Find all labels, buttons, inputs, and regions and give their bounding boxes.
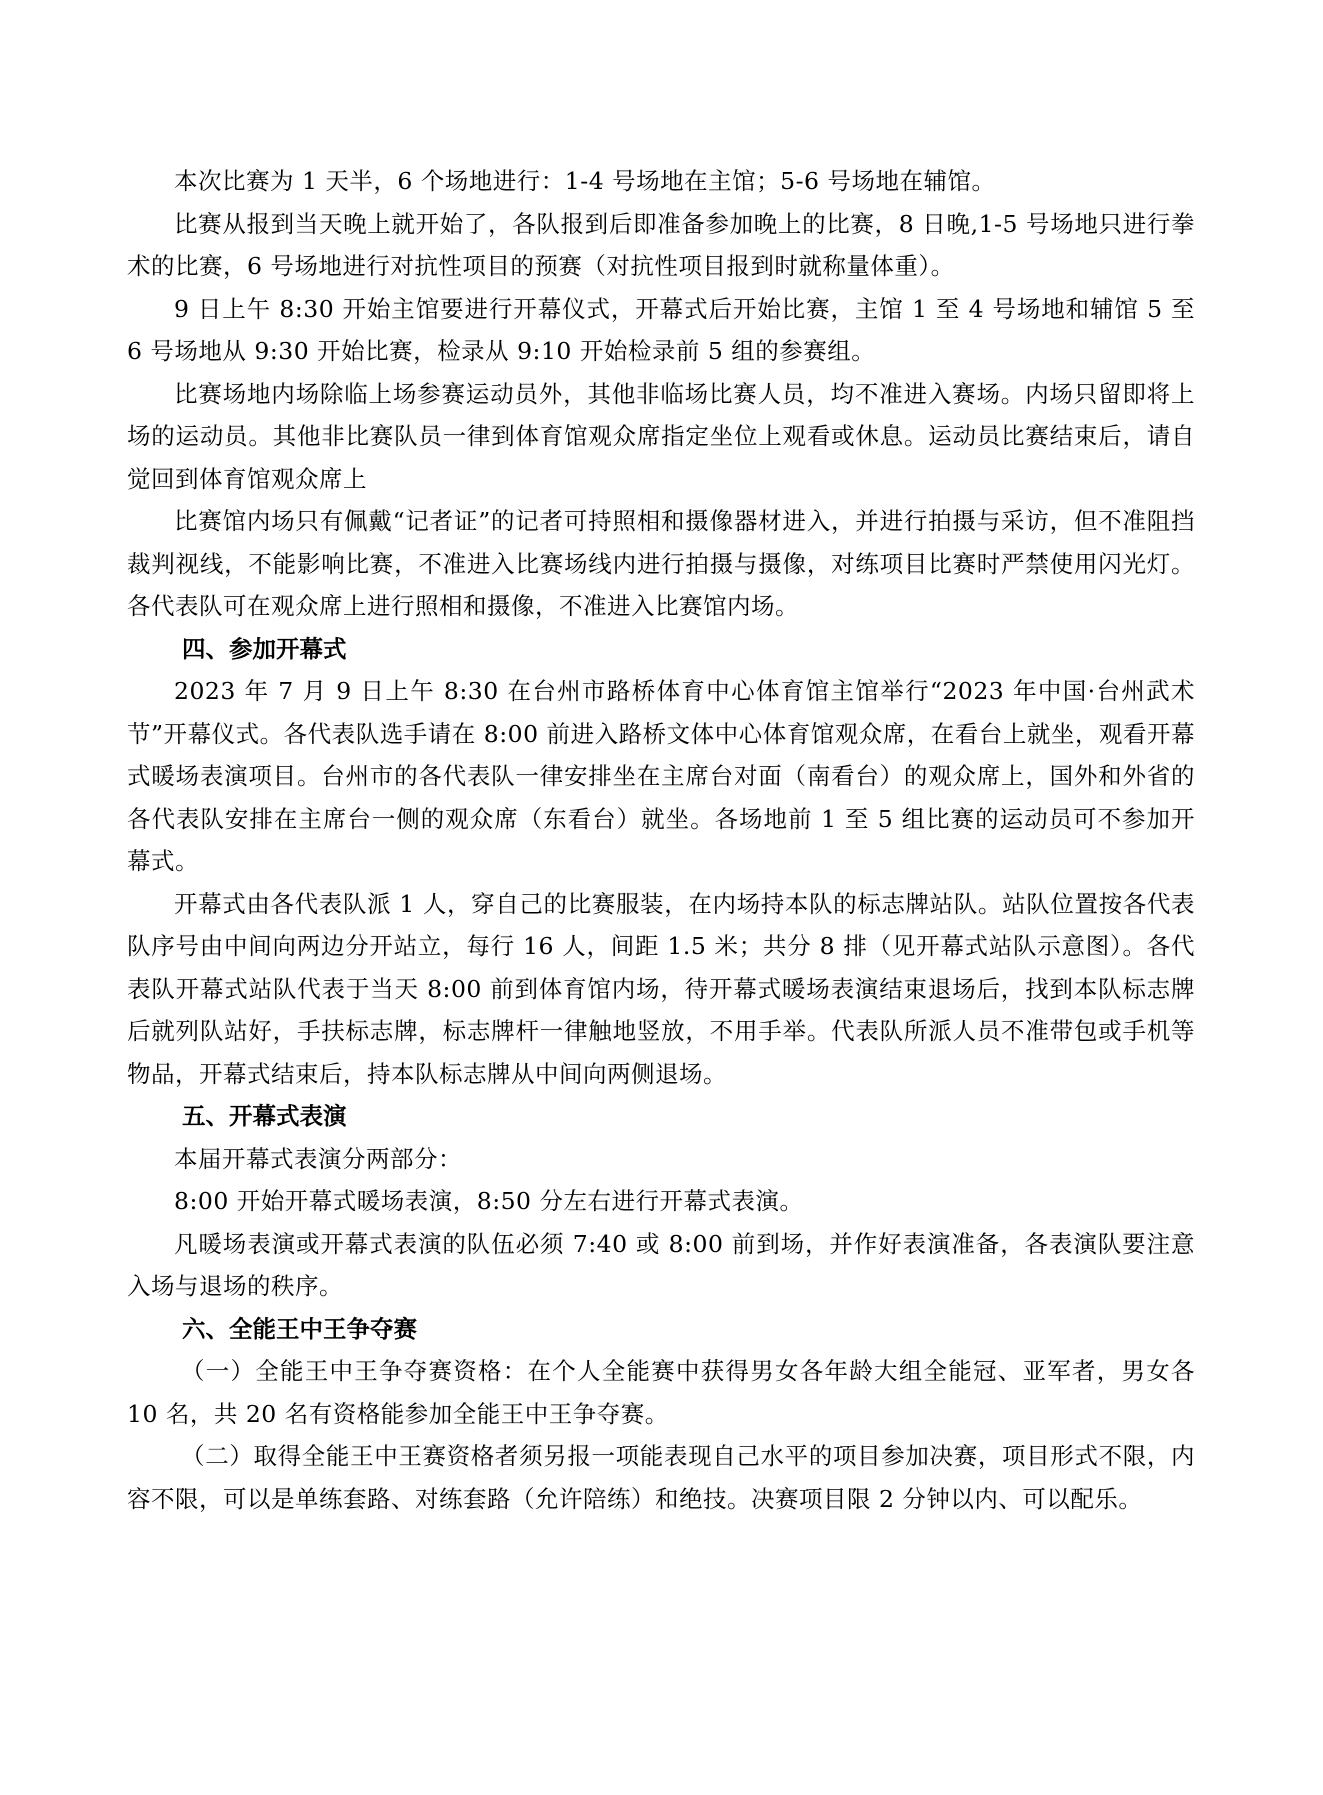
paragraph-contest-final: （二）取得全能王中王赛资格者须另报一项能表现自己水平的项目参加决赛，项目形式不限，内容不限，可以是单练套路、对练套路（允许陪练）和绝技。决赛项目限 2 分钟以内、可以配乐。 xyxy=(127,1442,1195,1513)
paragraph-ceremony-lineup: 开幕式由各代表队派 1 人，穿自己的比赛服装，在内场持本队的标志牌站队。站队位置按各代表队序号由中间向两边分开站立，每行 16 人，间距 1.5 米；共分 8 排（见开幕式站队示意图）。各代表队开幕式站队代表于当天 8:00 前到体育馆内场，待开幕式暖场表演结束退场后，找到本队标志牌后就列队站好，手扶标志牌，标志牌杆一律触地竖放，不用手举。代表队所派人员不准带包或手机等物品，开幕式结束后，持本队标志牌从中间向两侧退场。 xyxy=(127,889,1195,1088)
paragraph-opening-time: 9 日上午 8:30 开始主馆要进行开幕仪式，开幕式后开始比赛，主馆 1 至 4 号场地和辅馆 5 至 6 号场地从 9:30 开始比赛，检录从 9:10 开始检录前 5 组的参赛组。 xyxy=(127,294,1195,365)
paragraph-performance-times: 8:00 开始开幕式暖场表演，8:50 分左右进行开幕式表演。 xyxy=(174,1187,804,1215)
section-heading-champion-contest: 六、全能王中王争夺赛 xyxy=(182,1314,417,1343)
paragraph-contest-eligibility: （一）全能王中王争夺赛资格：在个人全能赛中获得男女各年龄大组全能冠、亚军者，男女各 10 名，共 20 名有资格能参加全能王中王争夺赛。 xyxy=(127,1357,1195,1428)
paragraph-field-rules: 比赛场地内场除临上场参赛运动员外，其他非临场比赛人员，均不准进入赛场。内场只留即将上场的运动员。其他非比赛队员一律到体育馆观众席指定坐位上观看或休息。运动员比赛结束后，请自觉回到体育馆观众席上 xyxy=(127,379,1195,493)
paragraph-performance-parts: 本届开幕式表演分两部分： xyxy=(174,1144,462,1173)
section-heading-opening-performance: 五、开幕式表演 xyxy=(182,1102,347,1130)
paragraph-performance-arrival: 凡暖场表演或开幕式表演的队伍必须 7:40 或 8:00 前到场，并作好表演准备，各表演队要注意入场与退场的秩序。 xyxy=(127,1229,1195,1300)
paragraph-press-rules: 比赛馆内场只有佩戴“记者证”的记者可持照相和摄像器材进入，并进行拍摄与采访，但不准阻挡裁判视线，不能影响比赛，不准进入比赛场线内进行拍摄与摄像，对练项目比赛时严禁使用闪光灯。各代表队可在观众席上进行照相和摄像，不准进入比赛馆内场。 xyxy=(127,507,1195,620)
paragraph-evening-matches: 比赛从报到当天晚上就开始了，各队报到后即准备参加晚上的比赛，8 日晚,1-5 号场地只进行拳术的比赛，6 号场地进行对抗性项目的预赛（对抗性项目报到时就称量体重）。 xyxy=(127,209,1195,280)
paragraph-ceremony-info: 2023 年 7 月 9 日上午 8:30 在台州市路桥体育中心体育馆主馆举行“2023 年中国·台州武术节”开幕仪式。各代表队选手请在 8:00 前进入路桥文体中心体育馆观众席，在看台上就坐，观看开幕式暖场表演项目。台州市的各代表队一律安排坐在主席台对面（南看台）的观众席上，国外和外省的各代表队安排在主席台一侧的观众席（东看台）就坐。各场地前 1 至 5 组比赛的运动员可不参加开幕式。 xyxy=(127,677,1195,875)
paragraph-venue-schedule: 本次比赛为 1 天半，6 个场地进行：1-4 号场地在主馆；5-6 号场地在辅馆。 xyxy=(174,167,996,195)
section-heading-opening-ceremony: 四、参加开幕式 xyxy=(182,634,347,663)
document-page xyxy=(127,160,1195,1520)
